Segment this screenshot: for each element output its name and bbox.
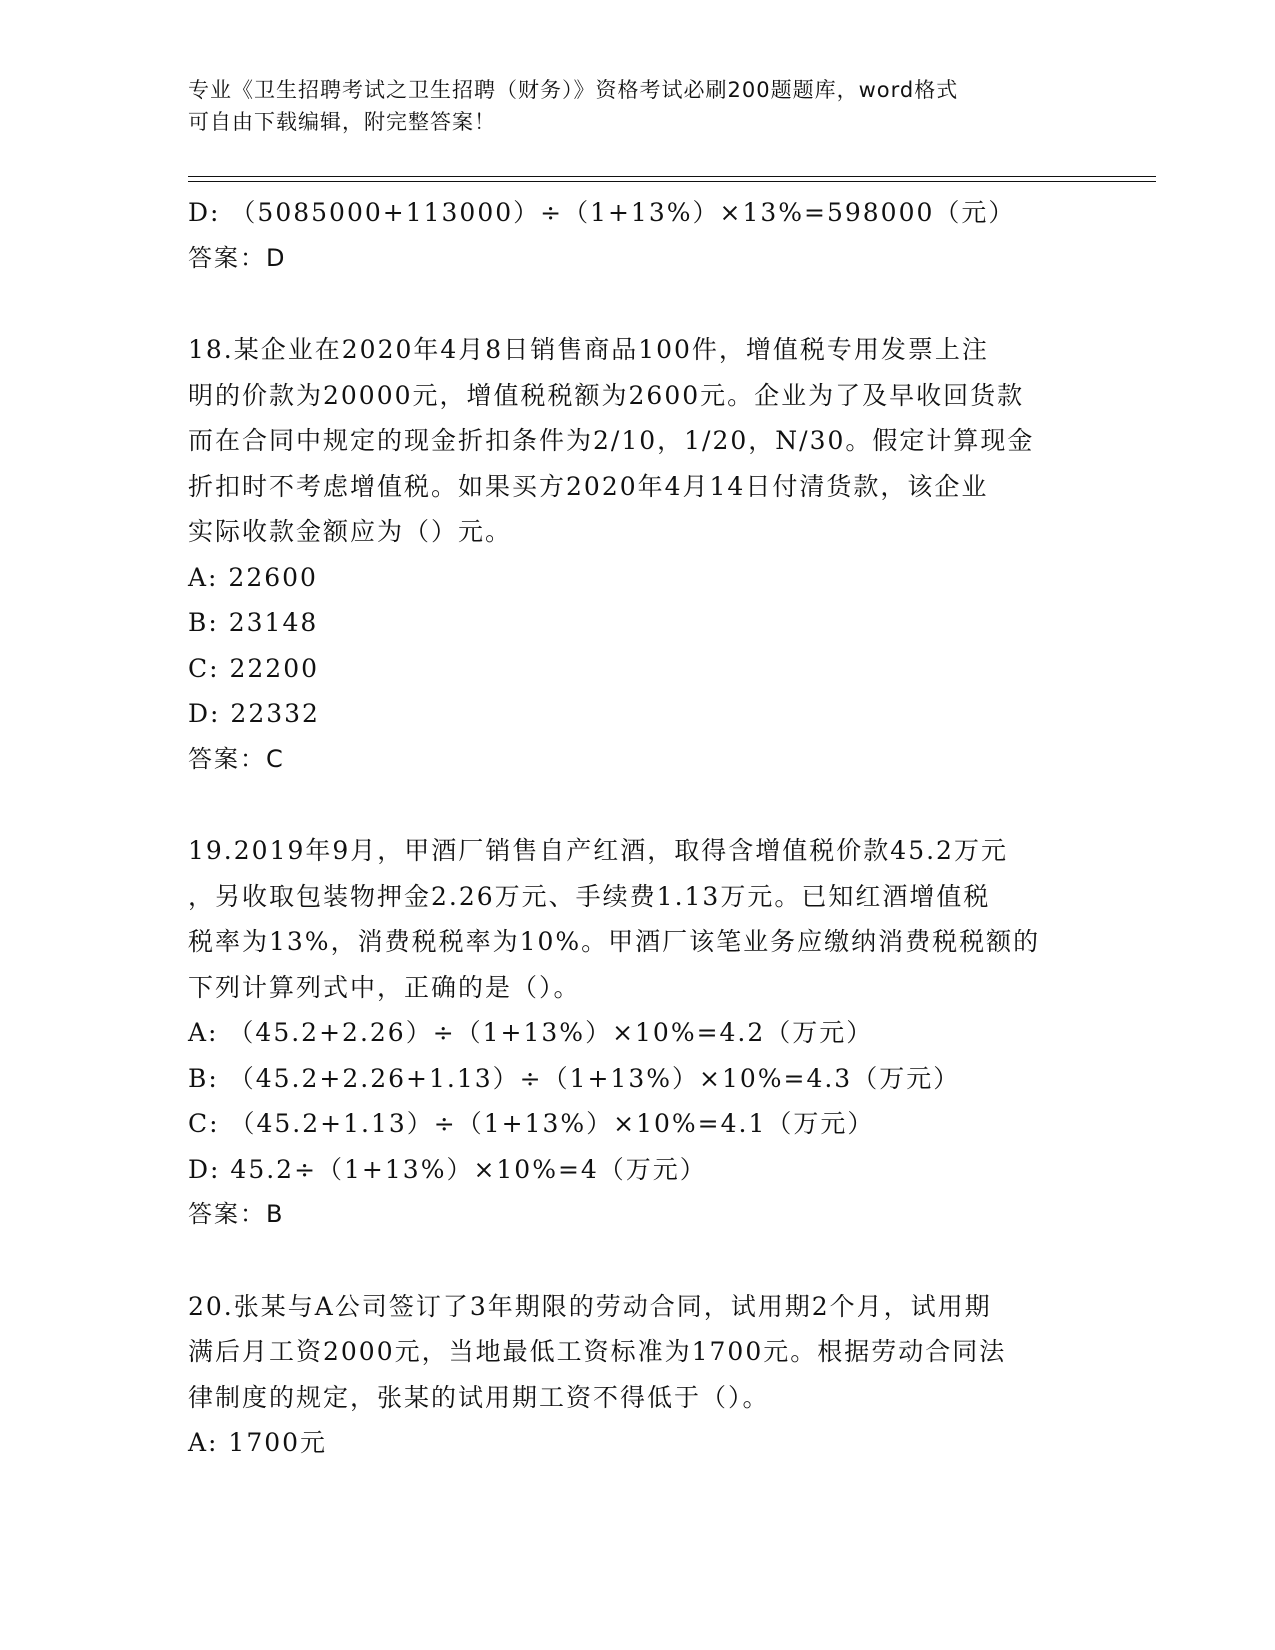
question-text-line: 满后月工资2000元，当地最低工资标准为1700元。根据劳动合同法 [188, 1337, 1007, 1366]
question-text-line: 18.某企业在2020年4月8日销售商品100件，增值税专用发票上注 [188, 335, 989, 364]
previous-question-tail [188, 190, 1088, 281]
header-rule-top [188, 176, 1156, 177]
option-c: C: （45.2+1.13）÷（1+13%）×10%=4.1（万元） [188, 1109, 875, 1138]
answer: 答案：C [188, 744, 285, 773]
question-text-line: 20.张某与A公司签订了3年期限的劳动合同，试用期2个月，试用期 [188, 1291, 992, 1321]
question-text-line: ，另收取包装物押金2.26万元、手续费1.13万元。已知红酒增值税 [188, 881, 991, 911]
question-text-line: 折扣时不考虑增值税。如果买方2020年4月14日付清货款，该企业 [188, 471, 989, 501]
question-text-line: 19.2019年9月，甲酒厂销售自产红酒，取得含增值税价款45.2万元 [188, 836, 1008, 865]
option-b: B: （45.2+2.26+1.13）÷（1+13%）×10%=4.3（万元） [188, 1063, 961, 1093]
header-rule-bottom [188, 181, 1156, 182]
question-20 [188, 1284, 1088, 1466]
answer: 答案：B [188, 1200, 285, 1228]
question-text-line: 实际收款金额应为（）元。 [188, 517, 513, 546]
question-19 [188, 828, 1088, 1238]
option-b: B: 23148 [188, 608, 319, 637]
question-text-line: 税率为13%，消费税税率为10%。甲酒厂该笔业务应缴纳消费税税额的 [188, 927, 1041, 956]
option-d: D: 45.2÷（1+13%）×10%=4（万元） [188, 1154, 707, 1184]
option-d: D: 22332 [188, 699, 320, 728]
option-a: A: （45.2+2.26）÷（1+13%）×10%=4.2（万元） [188, 1018, 874, 1047]
header-line-2: 可自由下载编辑，附完整答案！ [188, 110, 496, 134]
option-a: A: 1700元 [188, 1428, 328, 1457]
page-header [188, 74, 1088, 138]
question-18 [188, 327, 1088, 782]
question-text-line: 下列计算列式中，正确的是（）。 [188, 972, 581, 1002]
option-c: C: 22200 [188, 653, 320, 683]
header-line-1: 专业《卫生招聘考试之卫生招聘（财务）》资格考试必刷200题题库，word格式 [188, 78, 959, 102]
option-a: A: 22600 [188, 562, 318, 592]
question-text-line: 明的价款为20000元，增值税税额为2600元。企业为了及早收回货款 [188, 380, 1025, 410]
option-d: D: （5085000+113000）÷（1+13%）×13%=598000（元） [188, 198, 1016, 227]
answer: 答案：D [188, 243, 287, 272]
document-body [188, 190, 1088, 1466]
question-text-line: 律制度的规定，张某的试用期工资不得低于（）。 [188, 1382, 770, 1412]
question-text-line: 而在合同中规定的现金折扣条件为2/10，1/20，N/30。假定计算现金 [188, 426, 1035, 455]
